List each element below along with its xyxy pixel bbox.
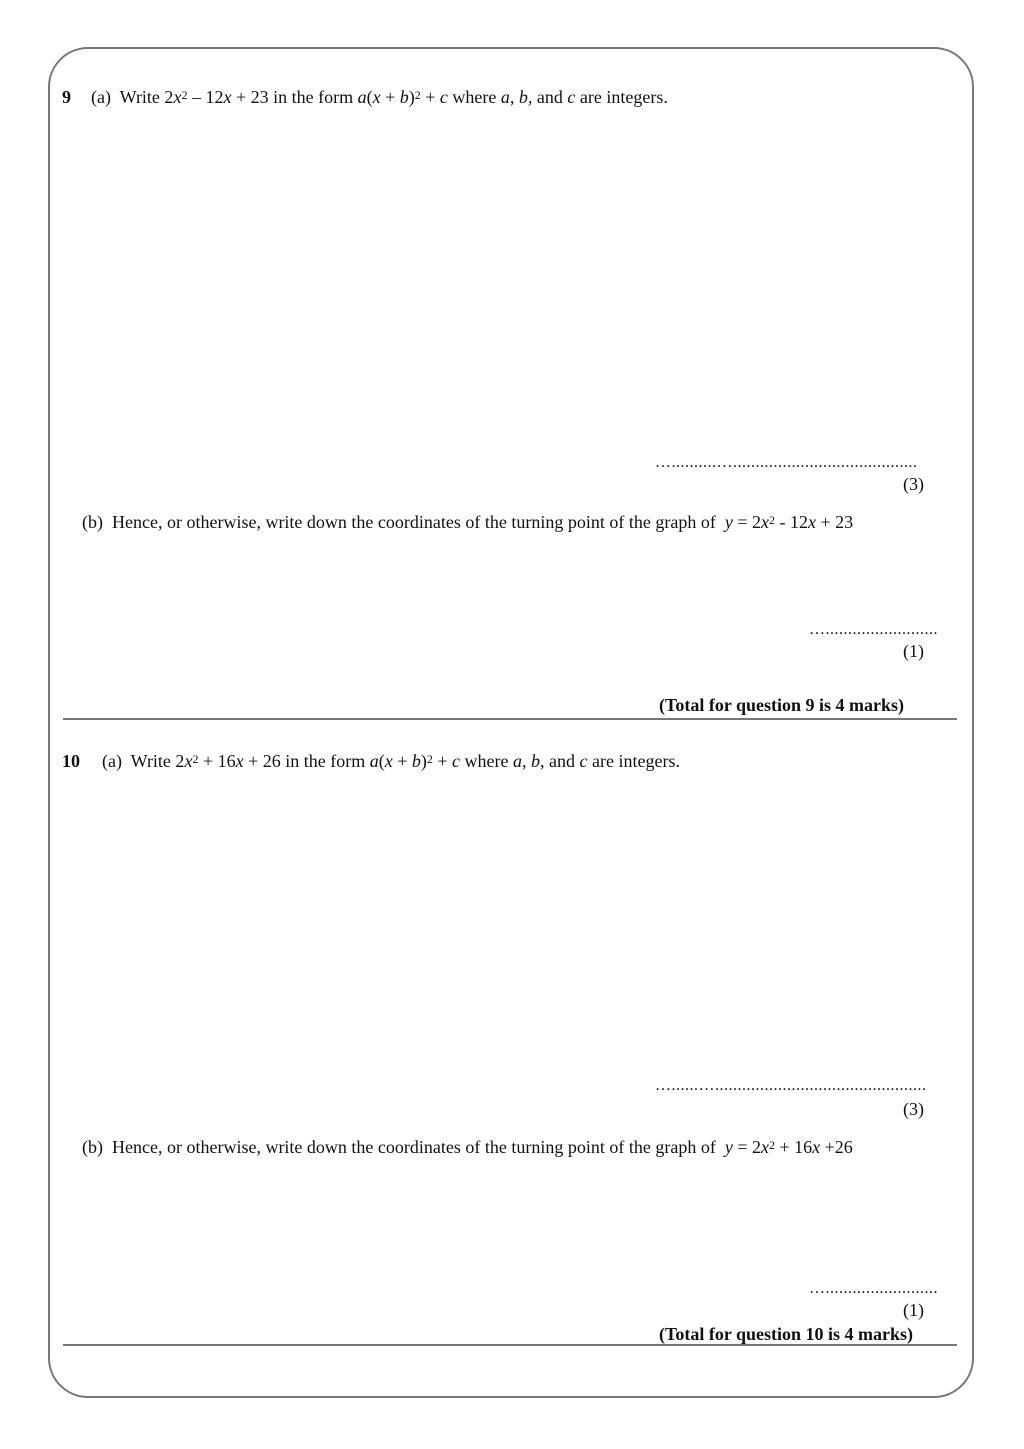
- question-10-number: 10: [62, 751, 80, 771]
- question-10b-marks: (1): [903, 1300, 924, 1320]
- question-9a-answer-line[interactable]: …..........….........................................: [655, 454, 918, 471]
- question-10b-answer-line[interactable]: ….........................: [809, 1280, 938, 1297]
- question-9a-text: (a) Write $2x^2 - 12x + 23$ in the form $a(x + b)^2 + c$ where a, b, and c are integers.: [91, 87, 668, 107]
- question-10a-text: (a) Write $2x^2 + 16x + 26$ in the form $a(x + b)^2 + c$ where a, b, and c are integers.: [102, 751, 680, 771]
- question-10a-answer-line[interactable]: …......…...............................................: [655, 1077, 927, 1094]
- question-10-divider: [63, 1344, 957, 1346]
- question-10b-text: (b) Hence, or otherwise, write down the coordinates of the turning point of the graph of $y = 2x^2 + 16x +26$: [82, 1137, 853, 1157]
- question-9b-answer-line[interactable]: ….........................: [809, 621, 938, 638]
- question-9b-text: (b) Hence, or otherwise, write down the coordinates of the turning point of the graph of $y = 2x^2 - 12x + 23$: [82, 512, 854, 532]
- page-frame: [48, 47, 974, 1398]
- question-9-number: 9: [62, 87, 71, 107]
- question-9-total: (Total for question 9 is 4 marks): [659, 695, 905, 715]
- question-10-total: (Total for question 10 is 4 marks): [659, 1324, 914, 1344]
- question-9a-marks: (3): [903, 474, 924, 494]
- question-10a-marks: (3): [903, 1099, 924, 1119]
- question-9-divider: [63, 718, 957, 720]
- question-9b-marks: (1): [903, 641, 924, 661]
